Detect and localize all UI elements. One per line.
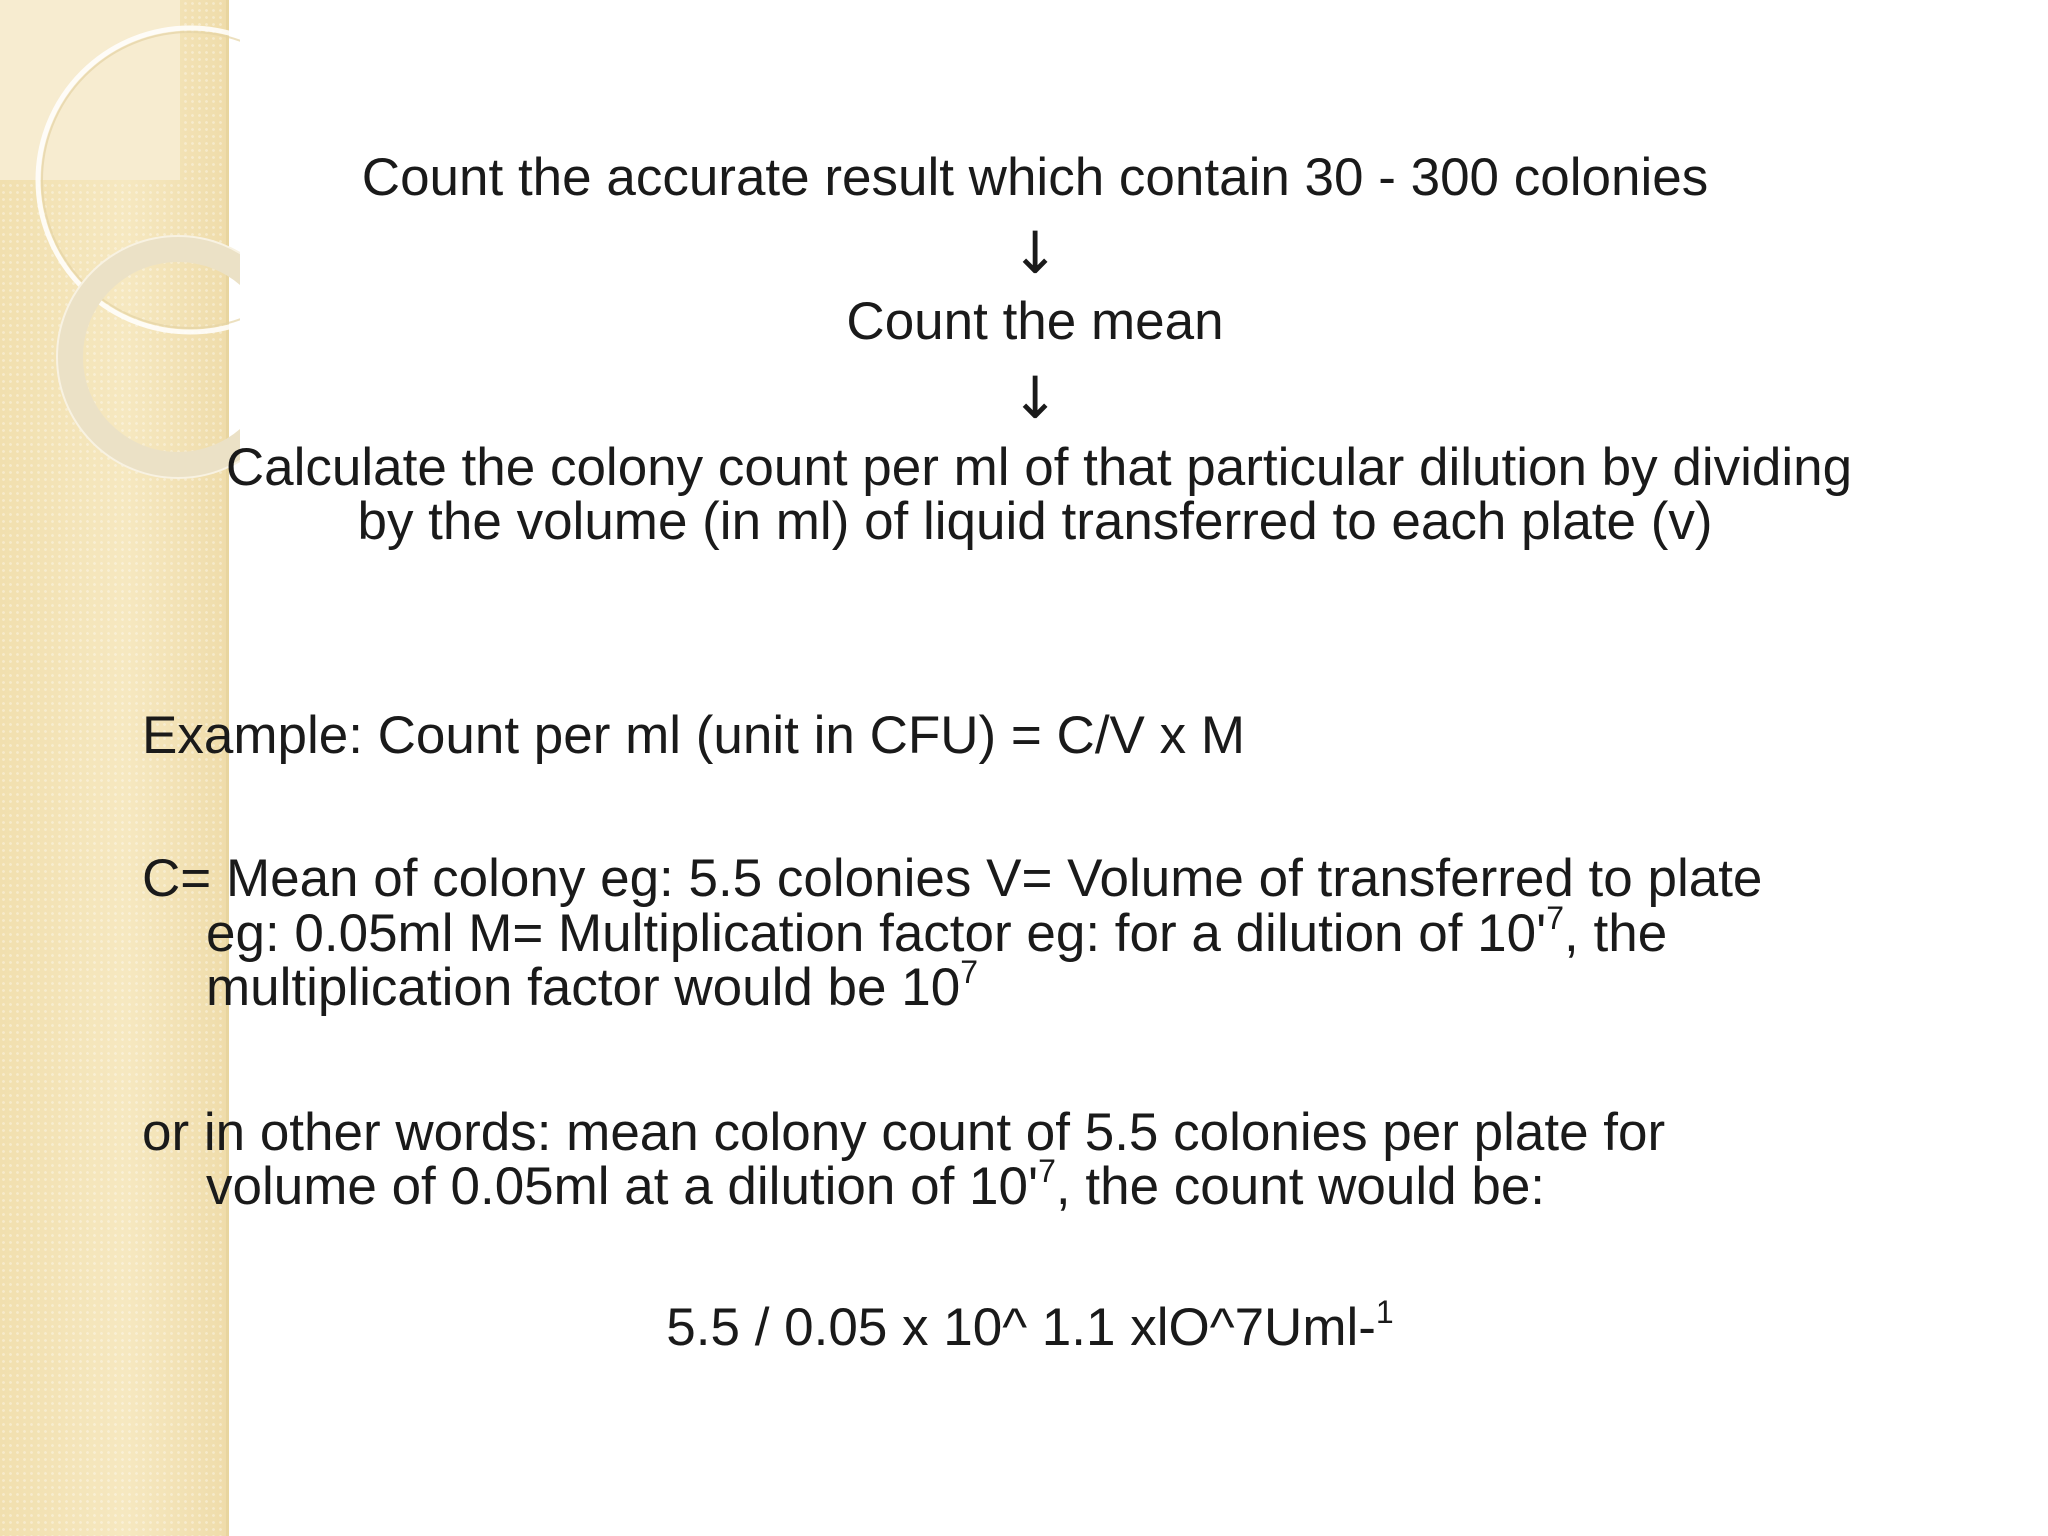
other-words-line2-tail: , the count would be:	[1055, 1157, 1546, 1216]
flow-step-calculate-line1: Calculate the colony count per ml of that particular dilution by dividing	[225, 438, 1853, 497]
example-formula: Example: Count per ml (unit in CFU) = C/V x M	[142, 706, 1246, 765]
definitions-line2-tail: , the	[1564, 904, 1668, 963]
exponent: 7	[960, 954, 978, 990]
definitions-line2-text: eg: 0.05ml M= Multiplication factor eg: for a dilution of 10'	[206, 904, 1547, 963]
definitions-line2	[206, 900, 1668, 963]
exponent: 7	[1546, 900, 1565, 936]
result-exponent: 1	[1375, 1294, 1394, 1330]
flow-step-count-accurate: Count the accurate result which contain 30 - 300 colonies	[361, 148, 1709, 207]
exponent: 7	[1038, 1153, 1056, 1189]
definitions-line3	[206, 954, 978, 1017]
result-main: 5.5 / 0.05 x 10^ 1.1 xlO^7Uml-	[666, 1298, 1376, 1357]
other-words-line2	[206, 1153, 1546, 1216]
definitions-line3-text: multiplication factor would be 10	[206, 958, 961, 1017]
flow-step-calculate-line2: by the volume (in ml) of liquid transferred to each plate (v)	[357, 492, 1713, 551]
down-arrow-icon: ↓	[1010, 219, 1060, 287]
down-arrow-icon: ↓	[1010, 364, 1060, 432]
other-words-line1: or in other words: mean colony count of 5.5 colonies per plate for	[142, 1103, 1666, 1162]
flow-step-count-mean: Count the mean	[846, 292, 1224, 351]
other-words-line2-text: volume of 0.05ml at a dilution of 10'	[206, 1157, 1039, 1216]
result-expression	[0, 1294, 2048, 1357]
definitions-line1: C= Mean of colony eg: 5.5 colonies V= Volume of transferred to plate	[142, 849, 1763, 908]
